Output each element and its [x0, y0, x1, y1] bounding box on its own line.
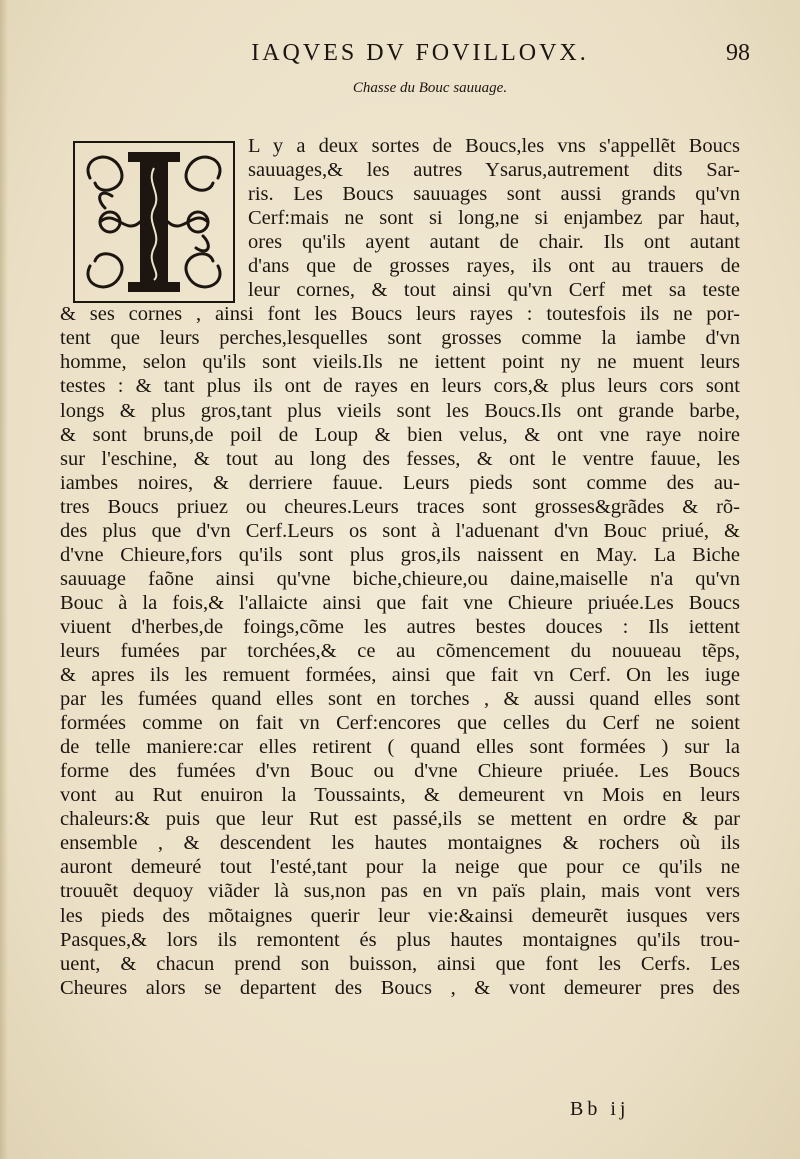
text-line: Cerf:mais ne sont si long,ne si enjambez par haut, [248, 207, 740, 230]
text-line: viuent d'herbes,de foings,cõme les autres bestes douces : Ils iettent [60, 615, 740, 638]
text-line: leur cornes, & tout ainsi qu'vn Cerf met sa teste [248, 279, 740, 302]
text-line: par les fumées quand elles sont en torches , & aussi quand elles sont [60, 688, 740, 711]
running-title: IAQVES DV FOVILLOVX. [251, 40, 589, 66]
text-line: Cheures alors se departent des Boucs , & vont demeurer pres des [60, 976, 740, 999]
text-line: sauuages,& les autres Ysarus,autrement dits Sar- [248, 159, 740, 182]
section-title: Chasse du Bouc sauuage. [352, 80, 508, 96]
text-line: sur l'eschine, & tout au long des fesses, & ont le ventre fauue, les [60, 447, 740, 470]
text-line: de telle maniere:car elles retirent ( quand elles sont formées ) sur la [60, 736, 740, 759]
text-line: sauuage faõne ainsi qu'vne biche,chieure,ou daine,maiselle n'a qu'vn [60, 567, 740, 590]
text-line: forme des fumées d'vn Bouc ou d'vne Chieure priuée. Les Boucs [60, 760, 740, 783]
text-line: d'vne Chieure,fors qu'ils sont plus gros,ils naissent en May. La Biche [60, 543, 740, 566]
text-line: ris. Les Boucs sauuages sont aussi grands qu'vn [248, 183, 740, 206]
text-line: tres Boucs priuez ou cheures.Leurs traces sont grosses&grãdes & rõ- [60, 495, 740, 518]
text-line: ensemble , & descendent les hautes montaignes & rochers où ils [60, 832, 740, 855]
text-line: longs & plus gros,tant plus vieils sont les Boucs.Ils ont grande barbe, [60, 399, 740, 422]
text-line: & apres ils les remuent formées, ainsi que fait vn Cerf. On les iuge [60, 664, 740, 687]
text-line: d'ans que de grosses rayes, ils ont au trauers de [248, 255, 740, 278]
text-line: les pieds des mõtaignes querir leur vie:&ainsi demeurẽt iusques vers [60, 904, 740, 927]
signature-mark: Bb ij [570, 1098, 630, 1120]
text-line: auront demeuré tout l'esté,tant pour la neige que pour ce qu'ils ne [60, 856, 740, 879]
text-line: L y a deux sortes de Boucs,les vns s'appellẽt Boucs [248, 135, 740, 157]
text-line: Bouc à la fois,& l'allaicte ainsi que fait vne Chieure priuée.Les Boucs [60, 591, 740, 614]
text-line: chaleurs:& puis que leur Rut est passé,ils se mettent en ordre & par [60, 808, 740, 831]
page-number: 98 [726, 40, 750, 66]
text-line: Pasques,& lors ils remontent és plus hautes montaignes qu'ils trou- [60, 928, 740, 951]
text-line: leurs fumées par torchées,& ce au cõmencement du nouueau tẽps, [60, 639, 740, 662]
text-line: ores qu'ils ayent autant de chair. Ils ont autant [248, 231, 740, 254]
text-line: homme, selon qu'ils sont vieils.Ils ne iettent point ny ne muent leurs [60, 351, 740, 374]
text-line: trouuẽt dequoy viãder là sus,non pas en vn païs plain, mais vont vers [60, 880, 740, 903]
text-line: testes : & tant plus ils ont de rayes en leurs cors,& plus leurs cors sont [60, 375, 740, 398]
text-line: & ses cornes , ainsi font les Boucs leurs rayes : toutesfois ils ne por- [60, 303, 740, 326]
text-line: des plus que d'vn Cerf.Leurs os sont à l'aduenant d'vn Bouc priué, & [60, 519, 740, 542]
text-line: tent que leurs perches,lesquelles sont grosses comme la iambe d'vn [60, 327, 740, 350]
text-line: formées comme on fait vn Cerf:encores que celles du Cerf ne soient [60, 712, 740, 735]
page-edge-shadow [0, 0, 8, 1159]
text-line: & sont bruns,de poil de Loup & bien velus, & ont vne raye noire [60, 423, 740, 446]
body-text [60, 134, 740, 1000]
text-line: vont au Rut enuiron la Toussaints, & demeurent vn Mois en leurs [60, 784, 740, 807]
text-line: iambes noires, & derriere fauue. Leurs pieds sont comme des au- [60, 471, 740, 494]
text-line: uent, & chacun prend son buisson, ainsi que font les Cerfs. Les [60, 952, 740, 975]
